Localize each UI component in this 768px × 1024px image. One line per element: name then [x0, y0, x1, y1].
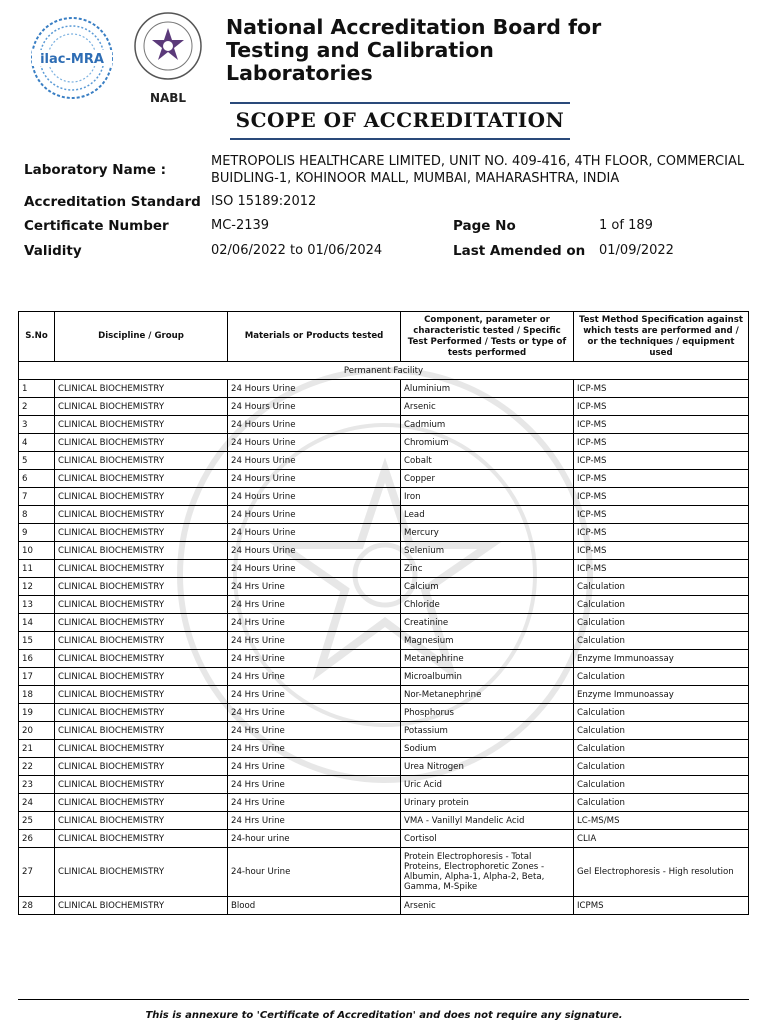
- table-row: [19, 488, 749, 506]
- cell-material: 24 Hours Urine: [228, 524, 401, 542]
- cell-method: Calculation: [574, 596, 749, 614]
- cell-discipline: CLINICAL BIOCHEMISTRY: [55, 488, 228, 506]
- cell-discipline: CLINICAL BIOCHEMISTRY: [55, 830, 228, 848]
- amended-label: Last Amended on: [453, 243, 586, 259]
- cell-method: Calculation: [574, 776, 749, 794]
- table-row: [19, 434, 749, 452]
- cell-method: ICP-MS: [574, 434, 749, 452]
- table-row: [19, 704, 749, 722]
- cell-sno: 3: [19, 416, 55, 434]
- amended-value: 01/09/2022: [599, 243, 674, 258]
- cell-component: Chromium: [401, 434, 574, 452]
- cell-component: Selenium: [401, 542, 574, 560]
- nabl-logo-text: NABL: [149, 91, 187, 105]
- cell-material: 24 Hours Urine: [228, 434, 401, 452]
- cell-sno: 24: [19, 794, 55, 812]
- cell-method: Calculation: [574, 632, 749, 650]
- cell-method: ICP-MS: [574, 380, 749, 398]
- table-row: [19, 776, 749, 794]
- header-discipline: Discipline / Group: [55, 312, 228, 362]
- cell-material: 24 Hours Urine: [228, 506, 401, 524]
- table-row: [19, 506, 749, 524]
- cell-discipline: CLINICAL BIOCHEMISTRY: [55, 740, 228, 758]
- footer-note: This is annexure to 'Certificate of Accreditation' and does not require any signature.: [145, 1010, 623, 1021]
- cell-discipline: CLINICAL BIOCHEMISTRY: [55, 470, 228, 488]
- cell-component: Nor-Metanephrine: [401, 686, 574, 704]
- cell-sno: 17: [19, 668, 55, 686]
- cell-component: Sodium: [401, 740, 574, 758]
- facility-row: [19, 362, 749, 380]
- certificate-label: Certificate Number: [24, 218, 169, 234]
- cell-method: Calculation: [574, 578, 749, 596]
- standard-label: Accreditation Standard: [24, 194, 201, 210]
- cell-sno: 20: [19, 722, 55, 740]
- header-sno: S.No: [19, 312, 55, 362]
- cell-material: 24 Hours Urine: [228, 470, 401, 488]
- cell-material: 24 Hrs Urine: [228, 776, 401, 794]
- scope-table: [18, 311, 749, 915]
- cell-discipline: CLINICAL BIOCHEMISTRY: [55, 560, 228, 578]
- cell-discipline: CLINICAL BIOCHEMISTRY: [55, 578, 228, 596]
- cell-discipline: CLINICAL BIOCHEMISTRY: [55, 614, 228, 632]
- cell-discipline: CLINICAL BIOCHEMISTRY: [55, 897, 228, 915]
- cell-material: 24 Hours Urine: [228, 560, 401, 578]
- ilac-mra-logo: [28, 14, 116, 102]
- table-row: [19, 416, 749, 434]
- cell-method: Gel Electrophoresis - High resolution: [574, 848, 749, 897]
- certificate-value: MC-2139: [211, 218, 270, 233]
- page-value: 1 of 189: [599, 218, 653, 233]
- cell-sno: 16: [19, 650, 55, 668]
- cell-method: Calculation: [574, 740, 749, 758]
- cell-component: Arsenic: [401, 897, 574, 915]
- header-materials: Materials or Products tested: [228, 312, 401, 362]
- cell-discipline: CLINICAL BIOCHEMISTRY: [55, 686, 228, 704]
- cell-sno: 2: [19, 398, 55, 416]
- cell-method: Calculation: [574, 722, 749, 740]
- cell-discipline: CLINICAL BIOCHEMISTRY: [55, 434, 228, 452]
- table-header-row: [19, 312, 749, 362]
- cell-discipline: CLINICAL BIOCHEMISTRY: [55, 632, 228, 650]
- cell-sno: 25: [19, 812, 55, 830]
- cell-component: Potassium: [401, 722, 574, 740]
- cell-material: 24 Hours Urine: [228, 542, 401, 560]
- ilac-logo-text: ilac-MRA: [40, 52, 104, 67]
- table-row: [19, 830, 749, 848]
- cell-sno: 15: [19, 632, 55, 650]
- table-row: [19, 758, 749, 776]
- page-label: Page No: [453, 218, 516, 234]
- cell-sno: 18: [19, 686, 55, 704]
- table-row: [19, 470, 749, 488]
- cell-sno: 7: [19, 488, 55, 506]
- cell-material: 24 Hours Urine: [228, 398, 401, 416]
- lab-name-value: METROPOLIS HEALTHCARE LIMITED, UNIT NO. 409-416, 4TH FLOOR, COMMERCIAL BUIDLING-1, KOHINOOR MALL, MUMBAI, MAHARASHTRA, INDIA: [211, 154, 745, 186]
- cell-component: Copper: [401, 470, 574, 488]
- validity-label: Validity: [24, 243, 82, 259]
- cell-method: ICP-MS: [574, 452, 749, 470]
- cell-discipline: CLINICAL BIOCHEMISTRY: [55, 812, 228, 830]
- cell-material: 24 Hrs Urine: [228, 812, 401, 830]
- cell-material: 24 Hrs Urine: [228, 758, 401, 776]
- table-row: [19, 380, 749, 398]
- cell-component: Lead: [401, 506, 574, 524]
- cell-sno: 14: [19, 614, 55, 632]
- cell-method: Enzyme Immunoassay: [574, 686, 749, 704]
- table-row: [19, 686, 749, 704]
- scope-title-box: [230, 102, 570, 140]
- cell-material: 24 Hrs Urine: [228, 740, 401, 758]
- cell-discipline: CLINICAL BIOCHEMISTRY: [55, 596, 228, 614]
- cell-discipline: CLINICAL BIOCHEMISTRY: [55, 452, 228, 470]
- cell-discipline: CLINICAL BIOCHEMISTRY: [55, 542, 228, 560]
- logo-group: [28, 8, 198, 106]
- table-row: [19, 632, 749, 650]
- table-row: [19, 668, 749, 686]
- cell-component: Metanephrine: [401, 650, 574, 668]
- header-method: Test Method Specification against which tests are performed and / or the techniques / equipment used: [574, 312, 749, 362]
- table-row: [19, 524, 749, 542]
- cell-method: ICPMS: [574, 897, 749, 915]
- cell-component: Phosphorus: [401, 704, 574, 722]
- cell-discipline: CLINICAL BIOCHEMISTRY: [55, 668, 228, 686]
- footer-divider: [18, 999, 749, 1000]
- cell-sno: 8: [19, 506, 55, 524]
- cell-sno: 11: [19, 560, 55, 578]
- cell-discipline: CLINICAL BIOCHEMISTRY: [55, 776, 228, 794]
- cell-component: Microalbumin: [401, 668, 574, 686]
- cell-component: Creatinine: [401, 614, 574, 632]
- cell-component: Iron: [401, 488, 574, 506]
- nabl-logo: [132, 8, 204, 106]
- header-component: Component, parameter or characteristic tested / Specific Test Performed / Tests or type of tests performed: [401, 312, 574, 362]
- cell-discipline: CLINICAL BIOCHEMISTRY: [55, 704, 228, 722]
- cell-sno: 26: [19, 830, 55, 848]
- cell-material: Blood: [228, 897, 401, 915]
- cell-sno: 23: [19, 776, 55, 794]
- cell-method: ICP-MS: [574, 560, 749, 578]
- cell-discipline: CLINICAL BIOCHEMISTRY: [55, 794, 228, 812]
- lab-name-label: Laboratory Name :: [24, 162, 167, 178]
- cell-sno: 22: [19, 758, 55, 776]
- cell-material: 24 Hrs Urine: [228, 632, 401, 650]
- cell-sno: 19: [19, 704, 55, 722]
- cell-discipline: CLINICAL BIOCHEMISTRY: [55, 416, 228, 434]
- board-title: National Accreditation Board for Testing and Calibration Laboratories: [226, 15, 602, 85]
- cell-material: 24 Hours Urine: [228, 452, 401, 470]
- standard-value: ISO 15189:2012: [211, 194, 317, 209]
- cell-discipline: CLINICAL BIOCHEMISTRY: [55, 380, 228, 398]
- cell-method: ICP-MS: [574, 398, 749, 416]
- cell-component: Cobalt: [401, 452, 574, 470]
- table-row: [19, 578, 749, 596]
- cell-method: ICP-MS: [574, 506, 749, 524]
- cell-method: Calculation: [574, 614, 749, 632]
- table-row: [19, 897, 749, 915]
- cell-component: Urea Nitrogen: [401, 758, 574, 776]
- cell-material: 24 Hrs Urine: [228, 596, 401, 614]
- cell-sno: 10: [19, 542, 55, 560]
- cell-method: Calculation: [574, 704, 749, 722]
- cell-discipline: CLINICAL BIOCHEMISTRY: [55, 650, 228, 668]
- cell-material: 24 Hours Urine: [228, 488, 401, 506]
- cell-method: LC-MS/MS: [574, 812, 749, 830]
- cell-sno: 21: [19, 740, 55, 758]
- cell-discipline: CLINICAL BIOCHEMISTRY: [55, 524, 228, 542]
- cell-component: Arsenic: [401, 398, 574, 416]
- cell-component: Chloride: [401, 596, 574, 614]
- cell-discipline: CLINICAL BIOCHEMISTRY: [55, 506, 228, 524]
- cell-method: Enzyme Immunoassay: [574, 650, 749, 668]
- cell-component: VMA - Vanillyl Mandelic Acid: [401, 812, 574, 830]
- cell-material: 24-hour Urine: [228, 848, 401, 897]
- cell-method: ICP-MS: [574, 542, 749, 560]
- cell-sno: 27: [19, 848, 55, 897]
- cell-component: Uric Acid: [401, 776, 574, 794]
- table-row: [19, 398, 749, 416]
- cell-sno: 12: [19, 578, 55, 596]
- cell-material: 24 Hrs Urine: [228, 614, 401, 632]
- cell-sno: 5: [19, 452, 55, 470]
- table-row: [19, 596, 749, 614]
- table-row: [19, 722, 749, 740]
- cell-material: 24 Hours Urine: [228, 416, 401, 434]
- cell-component: Aluminium: [401, 380, 574, 398]
- cell-sno: 4: [19, 434, 55, 452]
- cell-sno: 9: [19, 524, 55, 542]
- table-row: [19, 542, 749, 560]
- cell-component: Zinc: [401, 560, 574, 578]
- cell-component: Protein Electrophoresis - Total Proteins, Electrophoretic Zones - Albumin, Alpha-1, Alpha-2, Beta, Gamma, M-Spike: [401, 848, 574, 897]
- cell-discipline: CLINICAL BIOCHEMISTRY: [55, 722, 228, 740]
- cell-component: Magnesium: [401, 632, 574, 650]
- table-row: [19, 614, 749, 632]
- cell-component: Urinary protein: [401, 794, 574, 812]
- cell-material: 24 Hrs Urine: [228, 722, 401, 740]
- scope-title: SCOPE OF ACCREDITATION: [235, 108, 565, 132]
- cell-sno: 1: [19, 380, 55, 398]
- table-row: [19, 848, 749, 897]
- cell-material: 24 Hrs Urine: [228, 794, 401, 812]
- cell-material: 24-hour urine: [228, 830, 401, 848]
- cell-material: 24 Hrs Urine: [228, 668, 401, 686]
- validity-value: 02/06/2022 to 01/06/2024: [211, 243, 383, 258]
- table-row: [19, 452, 749, 470]
- cell-method: ICP-MS: [574, 488, 749, 506]
- cell-material: 24 Hrs Urine: [228, 704, 401, 722]
- table-row: [19, 812, 749, 830]
- cell-method: Calculation: [574, 668, 749, 686]
- cell-material: 24 Hrs Urine: [228, 650, 401, 668]
- cell-component: Mercury: [401, 524, 574, 542]
- facility-label: Permanent Facility: [19, 362, 749, 380]
- table-row: [19, 794, 749, 812]
- cell-component: Cortisol: [401, 830, 574, 848]
- cell-sno: 28: [19, 897, 55, 915]
- cell-method: ICP-MS: [574, 470, 749, 488]
- cell-sno: 6: [19, 470, 55, 488]
- cell-sno: 13: [19, 596, 55, 614]
- cell-method: CLIA: [574, 830, 749, 848]
- cell-discipline: CLINICAL BIOCHEMISTRY: [55, 848, 228, 897]
- cell-component: Cadmium: [401, 416, 574, 434]
- cell-discipline: CLINICAL BIOCHEMISTRY: [55, 758, 228, 776]
- cell-method: Calculation: [574, 758, 749, 776]
- table-row: [19, 740, 749, 758]
- table-row: [19, 650, 749, 668]
- cell-method: ICP-MS: [574, 416, 749, 434]
- cell-material: 24 Hrs Urine: [228, 686, 401, 704]
- cell-material: 24 Hours Urine: [228, 380, 401, 398]
- cell-method: Calculation: [574, 794, 749, 812]
- table-row: [19, 560, 749, 578]
- cell-material: 24 Hrs Urine: [228, 578, 401, 596]
- cell-method: ICP-MS: [574, 524, 749, 542]
- cell-discipline: CLINICAL BIOCHEMISTRY: [55, 398, 228, 416]
- cell-component: Calcium: [401, 578, 574, 596]
